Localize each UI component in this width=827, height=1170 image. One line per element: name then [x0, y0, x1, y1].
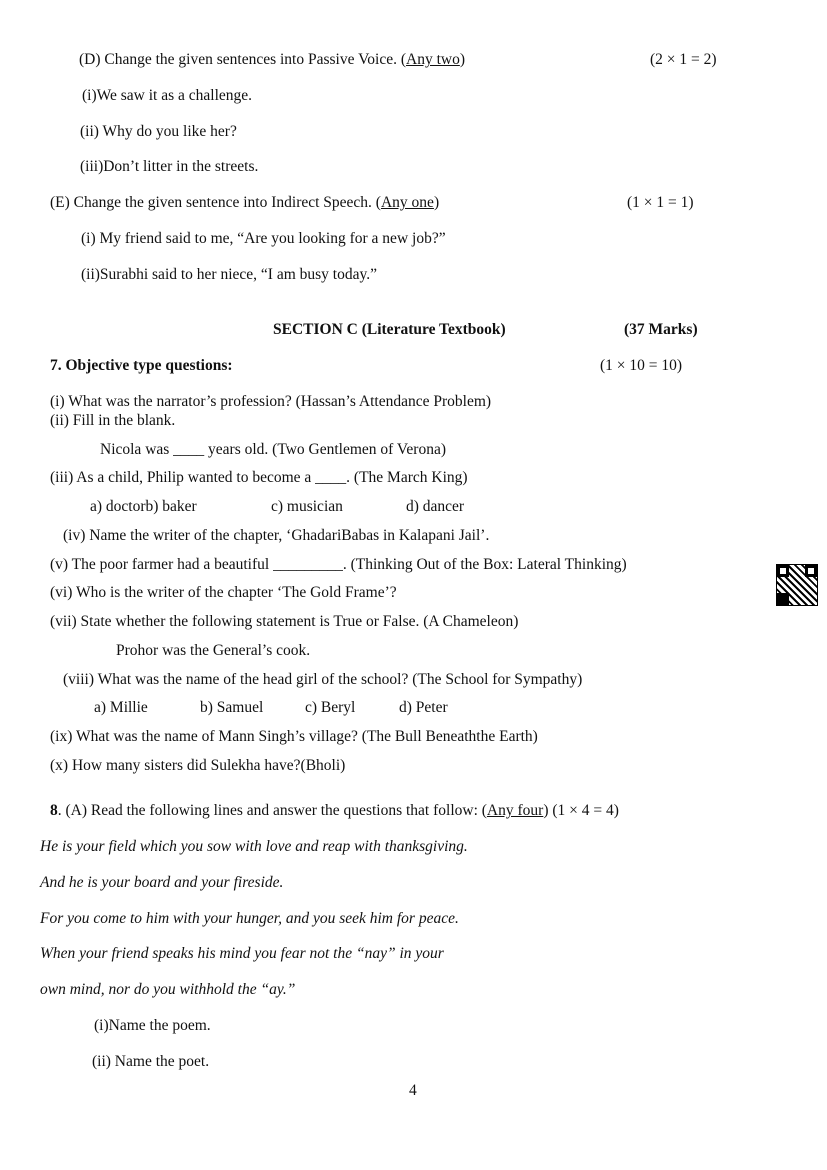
partE-item-1: (i) My friend said to me, “Are you looking for a new job?” — [81, 230, 446, 247]
poem-line-2: And he is your board and your fireside. — [40, 874, 284, 891]
q7-viii-option-3: c) Beryl — [305, 699, 356, 716]
section-marks: (37 Marks) — [624, 321, 698, 338]
q7-v: (v) The poor farmer had a beautiful _________. (Thinking Out of the Box: Lateral Thinking) — [50, 556, 627, 573]
q7-viii: (viii) What was the name of the head girl of the school? (The School for Sympathy) — [63, 671, 583, 688]
poem-line-4: When your friend speaks his mind you fear not the “nay” in your — [40, 945, 444, 962]
q8-number: 8 — [50, 802, 58, 819]
partD-item-3: (iii)Don’t litter in the streets. — [80, 158, 259, 175]
q7-viii-option-1: a) Millie — [94, 699, 148, 716]
poem-line-1: He is your field which you sow with love and reap with thanksgiving. — [40, 838, 468, 855]
qr-code-icon[interactable] — [776, 564, 818, 606]
q7-iii-option-3: d) dancer — [406, 498, 465, 515]
q7-ii: (ii) Fill in the blank. — [50, 412, 176, 429]
q8-heading: 8. (A) Read the following lines and answer the questions that follow: (Any four) (1 × 4 = 4) — [50, 802, 619, 819]
partD-item-2: (ii) Why do you like her? — [80, 123, 237, 140]
q7-viii-option-2: b) Samuel — [200, 699, 264, 716]
q8-any: Any four — [486, 802, 544, 819]
q7-vii: (vii) State whether the following statement is True or False. (A Chameleon) — [50, 613, 519, 630]
partE-any: Any one — [380, 194, 434, 211]
q7-vii-line: Prohor was the General’s cook. — [116, 642, 311, 659]
q7-i: (i) What was the narrator’s profession? (Hassan’s Attendance Problem) — [50, 393, 492, 410]
q8-question-2: (ii) Name the poet. — [92, 1053, 210, 1070]
q7-iv: (iv) Name the writer of the chapter, ‘GhadariBabas in Kalapani Jail’. — [63, 527, 490, 544]
q7-ii-line: Nicola was ____ years old. (Two Gentlemen of Verona) — [100, 441, 446, 458]
poem-line-5: own mind, nor do you withhold the “ay.” — [40, 981, 296, 998]
partE-item-2: (ii)Surabhi said to her niece, “I am busy today.” — [81, 266, 377, 283]
partD-any: Any two — [406, 51, 460, 68]
page-number: 4 — [409, 1082, 417, 1099]
q7-title: 7. Objective type questions: — [50, 357, 233, 374]
partD-item-1: (i)We saw it as a challenge. — [82, 87, 253, 104]
section-title: SECTION C (Literature Textbook) — [273, 321, 506, 338]
q7-x: (x) How many sisters did Sulekha have?(Bholi) — [50, 757, 346, 774]
q8-question-1: (i)Name the poem. — [94, 1017, 211, 1034]
q7-iii-option-2: c) musician — [271, 498, 343, 515]
partD-heading: (D) Change the given sentences into Passive Voice. (Any two) — [79, 51, 466, 68]
q7-viii-option-4: d) Peter — [399, 699, 448, 716]
q7-ix: (ix) What was the name of Mann Singh’s village? (The Bull Beneaththe Earth) — [50, 728, 538, 745]
q7-iii: (iii) As a child, Philip wanted to become a ____. (The March King) — [50, 469, 468, 486]
q7-marks: (1 × 10 = 10) — [600, 357, 683, 374]
q7-vi: (vi) Who is the writer of the chapter ‘The Gold Frame’? — [50, 584, 397, 601]
partE-heading: (E) Change the given sentence into Indirect Speech. (Any one) — [50, 194, 440, 211]
q7-iii-option-1: a) doctorb) baker — [90, 498, 197, 515]
partD-marks: (2 × 1 = 2) — [650, 51, 717, 68]
poem-line-3: For you come to him with your hunger, and you seek him for peace. — [40, 910, 459, 927]
partE-marks: (1 × 1 = 1) — [627, 194, 694, 211]
